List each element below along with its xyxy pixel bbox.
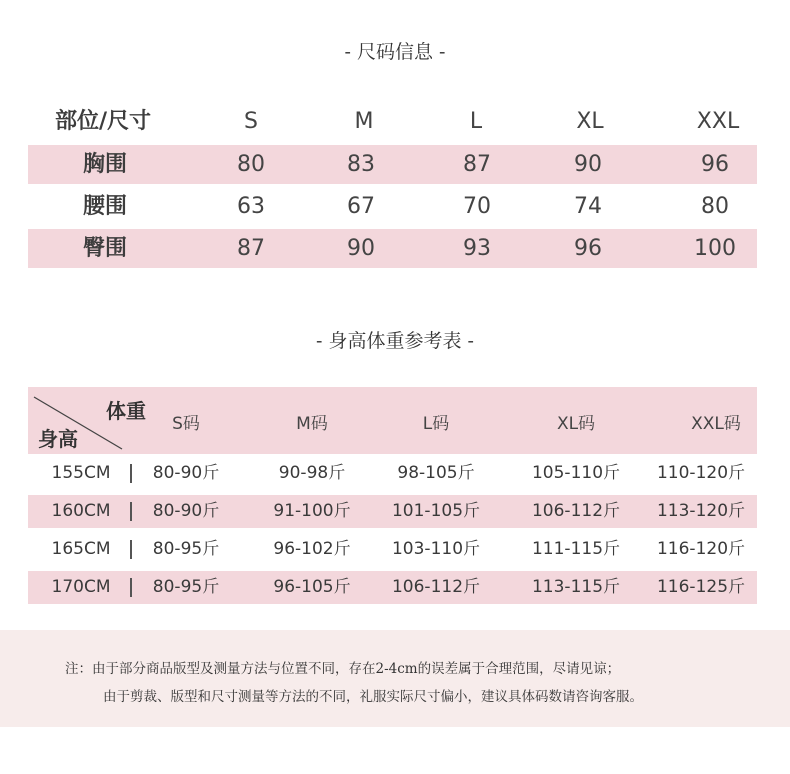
hw-row-170 — [28, 571, 757, 604]
header-cell-l: L — [469, 109, 483, 134]
corner-weight-label: 体重 — [106, 399, 146, 423]
size-value: 63 — [237, 194, 265, 219]
hw-value: 80-90斤 — [152, 501, 220, 521]
hw-value: 110-120斤 — [656, 463, 746, 483]
hw-row-165 — [28, 533, 757, 566]
hw-col-xl: XL码 — [556, 414, 596, 434]
size-row-waist — [28, 187, 757, 226]
hw-value: 91-100斤 — [273, 501, 351, 521]
hw-value: 80-95斤 — [152, 577, 220, 597]
header-cell-part: 部位/尺寸 — [54, 109, 152, 134]
size-row-hip — [28, 229, 757, 268]
hw-value: 96-102斤 — [273, 539, 351, 559]
row-separator — [130, 502, 132, 521]
hw-height: 160CM — [51, 501, 111, 521]
hw-value: 80-95斤 — [152, 539, 220, 559]
hw-value: 113-115斤 — [531, 577, 621, 597]
hw-value: 116-120斤 — [656, 539, 746, 559]
hw-title: - 身高体重参考表 - — [316, 330, 474, 352]
hw-height: 165CM — [51, 539, 111, 559]
size-info-title: - 尺码信息 - — [344, 41, 446, 63]
hw-value: 116-125斤 — [656, 577, 746, 597]
note-line-1: 注：由于部分商品版型及测量方法与位置不同，存在2-4cm的误差属于合理范围，尽请见谅； — [65, 661, 621, 677]
row-label: 臀围 — [82, 236, 127, 261]
hw-height: 170CM — [51, 577, 111, 597]
size-value: 80 — [237, 152, 265, 177]
row-label: 胸围 — [82, 152, 127, 177]
note-box — [0, 630, 790, 727]
header-cell-m: M — [354, 109, 374, 134]
size-table-header — [28, 102, 757, 142]
hw-value: 103-110斤 — [391, 539, 481, 559]
hw-value: 106-112斤 — [391, 577, 481, 597]
size-value: 96 — [574, 236, 602, 261]
header-cell-xxl: XXL — [696, 109, 740, 134]
hw-height: 155CM — [51, 463, 111, 483]
hw-value: 98-105斤 — [397, 463, 475, 483]
corner-height-label: 身高 — [38, 427, 78, 451]
hw-value: 96-105斤 — [273, 577, 351, 597]
row-separator — [130, 464, 132, 483]
size-row-chest — [28, 145, 757, 184]
header-cell-xl: XL — [576, 109, 604, 134]
hw-value: 106-112斤 — [531, 501, 621, 521]
hw-row-155 — [28, 457, 757, 490]
hw-col-xxl: XXL码 — [691, 414, 741, 434]
size-value: 87 — [463, 152, 491, 177]
size-value: 74 — [574, 194, 602, 219]
size-value: 67 — [347, 194, 375, 219]
size-value: 96 — [701, 152, 729, 177]
size-value: 70 — [463, 194, 491, 219]
hw-row-160 — [28, 495, 757, 528]
hw-value: 80-90斤 — [152, 463, 220, 483]
hw-table-header — [28, 387, 757, 454]
row-separator — [130, 578, 132, 597]
hw-value: 90-98斤 — [278, 463, 346, 483]
hw-value: 105-110斤 — [531, 463, 621, 483]
row-separator — [130, 540, 132, 559]
size-value: 93 — [463, 236, 491, 261]
hw-col-s: S码 — [172, 414, 200, 434]
hw-col-l: L码 — [422, 414, 450, 434]
size-value: 90 — [347, 236, 375, 261]
header-cell-s: S — [244, 109, 258, 134]
hw-col-m: M码 — [296, 414, 328, 434]
size-value: 90 — [574, 152, 602, 177]
hw-value: 113-120斤 — [656, 501, 746, 521]
size-value: 80 — [701, 194, 729, 219]
hw-value: 101-105斤 — [391, 501, 481, 521]
size-table — [28, 102, 757, 268]
size-value: 83 — [347, 152, 375, 177]
note-line-2: 由于剪裁、版型和尺寸测量等方法的不同，礼服实际尺寸偏小，建议具体码数请咨询客服。 — [103, 689, 643, 705]
size-value: 100 — [694, 236, 736, 261]
hw-value: 111-115斤 — [531, 539, 621, 559]
size-value: 87 — [237, 236, 265, 261]
row-label: 腰围 — [82, 194, 127, 219]
